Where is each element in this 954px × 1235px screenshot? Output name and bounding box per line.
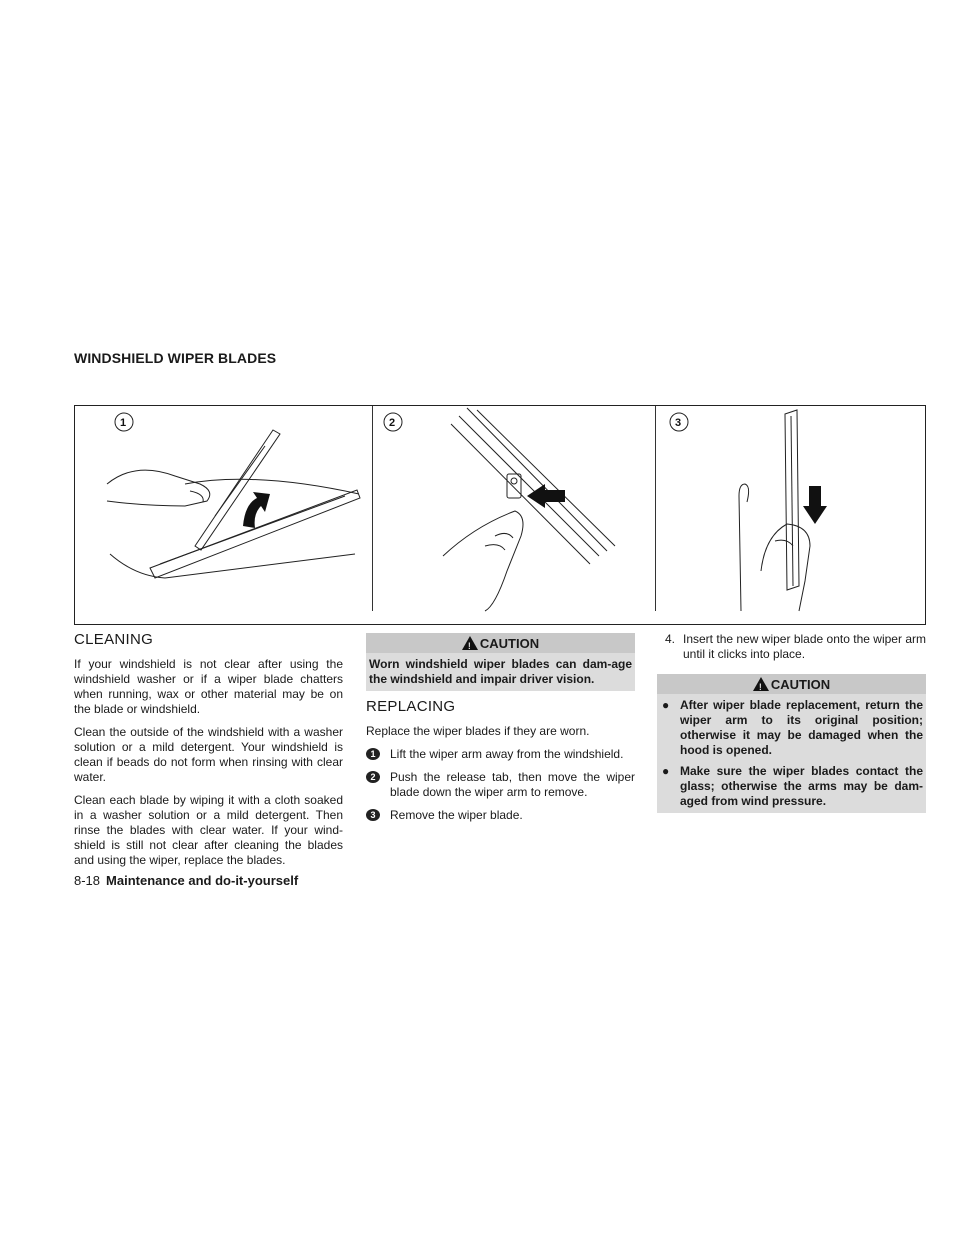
step-number-icon: 3 xyxy=(366,809,380,821)
section-title: WINDSHIELD WIPER BLADES xyxy=(74,350,277,366)
step-text: Lift the wiper arm away from the windshield. xyxy=(390,747,624,761)
replace-step xyxy=(366,808,635,823)
step-number-icon: 2 xyxy=(366,771,380,783)
wiper-illustration xyxy=(75,406,927,626)
caution-header xyxy=(657,674,926,694)
replace-step xyxy=(366,770,635,800)
cleaning-column xyxy=(74,632,343,876)
caution-bullet xyxy=(660,764,923,809)
caution-bullet xyxy=(660,698,923,758)
chapter-title: Maintenance and do-it-yourself xyxy=(106,873,299,888)
push-arrow-icon xyxy=(527,484,565,508)
caution-bullets xyxy=(657,694,926,813)
panel-label-2: 2 xyxy=(389,417,396,429)
warning-icon: ! xyxy=(753,677,769,691)
panel-2-illustration xyxy=(384,408,615,611)
step-text: Push the release tab, then move the wiper blade down the wiper arm to remove. xyxy=(390,770,635,799)
replace-step-4 xyxy=(657,632,926,662)
page-footer xyxy=(74,873,298,888)
cleaning-heading: CLEANING xyxy=(74,631,154,648)
replacing-column xyxy=(366,633,635,831)
caution-bullet-text: Make sure the wiper blades contact the glass; otherwise the arms may be dam-aged from wind pressure. xyxy=(680,764,923,808)
caution-title: CAUTION xyxy=(479,636,540,651)
cleaning-paragraph: If your windshield is not clear after using the windshield washer or if a wiper blade chatters when running, wax or other material may be on the blade or windshield. xyxy=(74,657,343,716)
bullet-icon: ● xyxy=(662,698,670,712)
panel-label-1: 1 xyxy=(120,417,127,429)
caution-box-2 xyxy=(657,674,926,813)
replacing-heading: REPLACING xyxy=(366,698,456,715)
step-4-text: Insert the new wiper blade onto the wiper arm until it clicks into place. xyxy=(683,632,926,661)
install-column xyxy=(657,632,926,813)
cleaning-paragraph: Clean each blade by wiping it with a cloth soaked in a washer solution or a mild detergent. Then rinse the blades with clear water. If your wind-shield is still not clear after cleaning the blades and using the wiper, replace the blades. xyxy=(74,793,343,867)
bullet-icon: ● xyxy=(662,764,670,778)
replace-step xyxy=(366,747,635,762)
caution-text: Worn windshield wiper blades can dam-age the windshield and impair driver vision. xyxy=(369,657,632,686)
caution-box xyxy=(366,633,635,691)
cleaning-paragraph: Clean the outside of the windshield with a washer solution or a mild detergent. Your windshield is clean if beads do not form when rinsing with clear water. xyxy=(74,725,343,784)
caution-bullet-text: After wiper blade replacement, return the wiper arm to its original position; otherwise it may be damaged when the hood is opened. xyxy=(680,698,923,757)
wiper-figure xyxy=(74,405,926,625)
replacing-intro: Replace the wiper blades if they are worn. xyxy=(366,724,590,738)
panel-1-illustration xyxy=(107,413,360,578)
step-4-number: 4. xyxy=(665,632,676,646)
step-number-icon: 1 xyxy=(366,748,380,760)
lift-arrow-icon xyxy=(243,492,270,528)
warning-icon: ! xyxy=(462,636,478,650)
panel-3-illustration xyxy=(670,410,810,611)
step-text: Remove the wiper blade. xyxy=(390,808,523,822)
caution-title: CAUTION xyxy=(770,677,831,692)
panel-label-3: 3 xyxy=(675,417,682,429)
caution-header xyxy=(366,633,635,653)
pull-down-arrow-icon xyxy=(803,486,827,524)
page-number: 8-18 xyxy=(74,873,101,888)
